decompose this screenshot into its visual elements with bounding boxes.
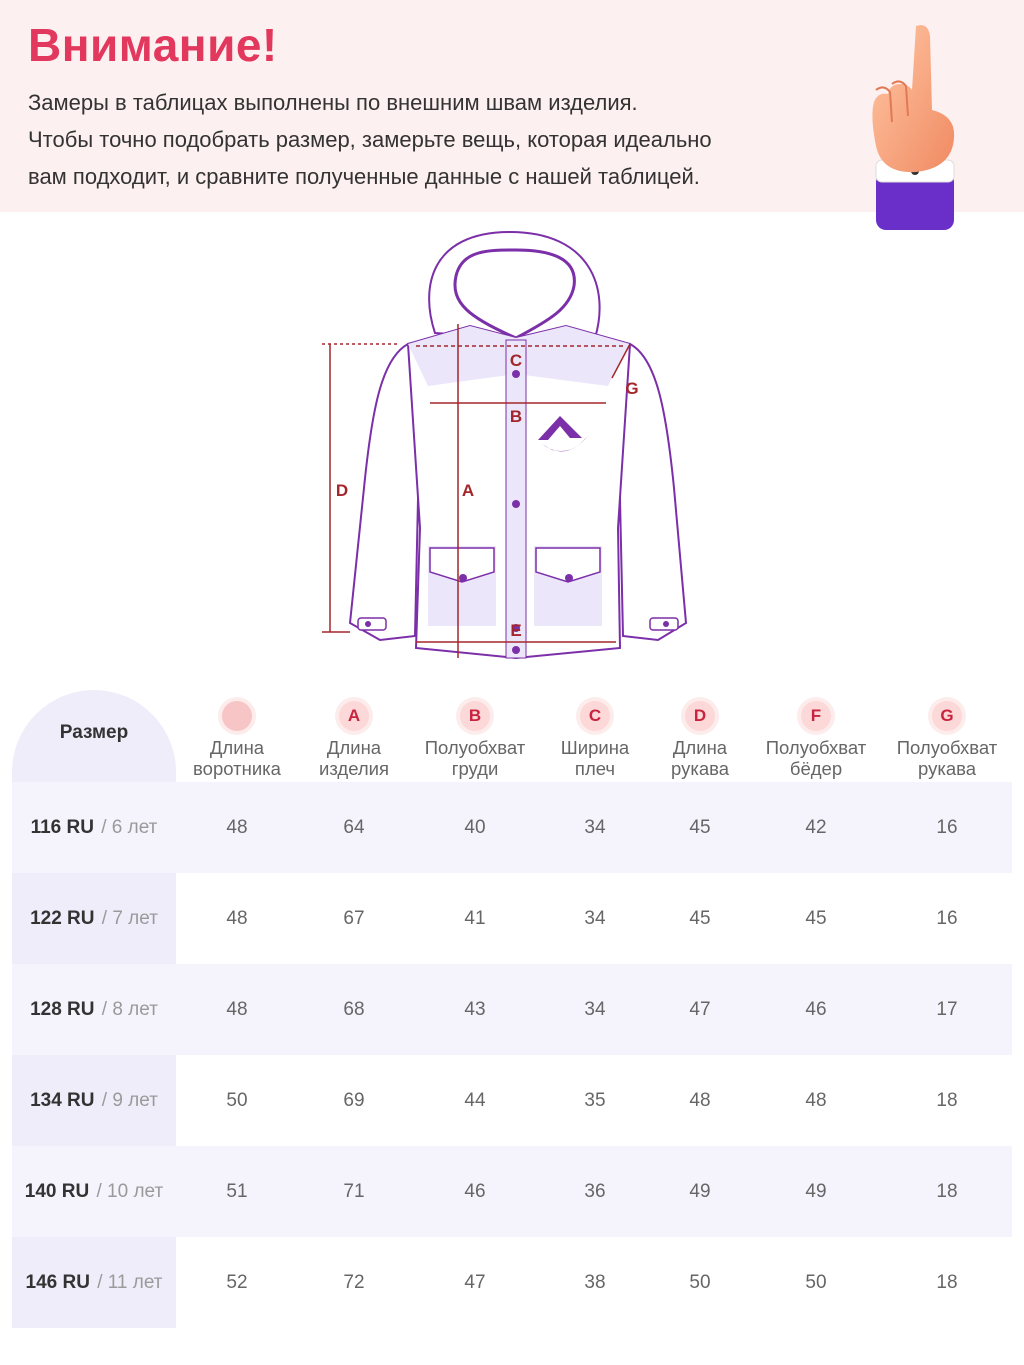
size-cell <box>12 782 176 873</box>
column-badge: D <box>685 701 715 731</box>
size-cell <box>12 873 176 964</box>
table-cell: 50 <box>226 1089 248 1111</box>
table-cell: 36 <box>584 1180 606 1202</box>
table-cell: 71 <box>343 1180 365 1202</box>
table-cell: 16 <box>936 816 958 838</box>
column-badge: F <box>801 701 831 731</box>
table-cell: 18 <box>936 1180 958 1202</box>
size-age: / 8 лет <box>101 998 158 1020</box>
table-cell: 45 <box>805 907 827 929</box>
notice-line: вам подходит, и сравните полученные данные с нашей таблицей. <box>28 164 700 189</box>
table-cell: 41 <box>464 907 486 929</box>
column-label-line: рукава <box>917 758 977 779</box>
size-value: 140 RU <box>24 1180 90 1202</box>
column-badge: C <box>580 701 610 731</box>
column-header <box>405 698 545 779</box>
column-label-line: воротника <box>193 758 281 779</box>
table-row <box>12 1146 1012 1237</box>
column-label-line: груди <box>451 758 499 779</box>
size-cell <box>12 964 176 1055</box>
notice-line: Замеры в таблицах выполнены по внешним швам изделия. <box>28 90 638 115</box>
notice-banner <box>0 0 1024 212</box>
column-label-line: Длина <box>326 737 382 758</box>
column-badge: A <box>339 701 369 731</box>
table-cell: 48 <box>226 907 248 929</box>
column-label-line: рукава <box>670 758 730 779</box>
size-value: 116 RU <box>30 816 94 838</box>
table-cell: 46 <box>805 998 827 1020</box>
column-label-line: бёдер <box>789 758 843 779</box>
table-cell: 34 <box>584 816 606 838</box>
table-cell: 45 <box>689 816 711 838</box>
table-row <box>12 1237 1012 1328</box>
table-cell: 43 <box>464 998 486 1020</box>
table-cell: 34 <box>584 907 606 929</box>
notice-text <box>28 84 828 195</box>
table-cell: 48 <box>805 1089 827 1111</box>
table-row <box>12 782 1012 873</box>
table-cell: 50 <box>689 1271 711 1293</box>
table-cell: 34 <box>584 998 606 1020</box>
size-value: 134 RU <box>30 1089 95 1111</box>
table-row <box>12 964 1012 1055</box>
table-cell: 68 <box>343 998 365 1020</box>
column-label-line: изделия <box>318 758 390 779</box>
measure-label-b: B <box>509 407 523 426</box>
size-age: / 7 лет <box>101 907 158 929</box>
table-cell: 47 <box>689 998 711 1020</box>
table-cell: 50 <box>805 1271 827 1293</box>
table-cell: 64 <box>343 816 365 838</box>
table-cell: 16 <box>936 907 958 929</box>
column-label-line: Полуобхват <box>896 737 998 758</box>
size-cell <box>12 1146 176 1237</box>
column-label-line: Длина <box>209 737 265 758</box>
size-cell <box>12 1055 176 1146</box>
column-header <box>746 698 886 779</box>
table-cell: 48 <box>226 998 248 1020</box>
notice-title: Внимание! <box>28 19 278 71</box>
size-value: 146 RU <box>25 1271 90 1293</box>
measure-label-a: A <box>461 481 475 500</box>
table-cell: 38 <box>584 1271 606 1293</box>
column-badge: B <box>460 701 490 731</box>
column-label-line: Ширина <box>560 737 630 758</box>
size-age: / 9 лет <box>101 1089 158 1111</box>
size-value: 122 RU <box>30 907 95 929</box>
table-cell: 18 <box>936 1089 958 1111</box>
size-value: 128 RU <box>30 998 95 1020</box>
table-cell: 45 <box>689 907 711 929</box>
column-label-line: Полуобхват <box>765 737 867 758</box>
column-label-line: Полуобхват <box>424 737 526 758</box>
column-header <box>284 698 424 779</box>
pointing-hand-icon <box>862 18 972 234</box>
measure-label-e: E <box>510 621 522 640</box>
table-cell: 48 <box>689 1089 711 1111</box>
table-cell: 52 <box>226 1271 248 1293</box>
measure-label-d: D <box>335 481 349 500</box>
table-cell: 47 <box>464 1271 486 1293</box>
column-header <box>877 698 1017 779</box>
size-cell <box>12 1237 176 1328</box>
table-cell: 49 <box>689 1180 711 1202</box>
size-age: / 6 лет <box>101 816 158 838</box>
notice-line: Чтобы точно подобрать размер, замерьте вещь, которая идеально <box>28 127 712 152</box>
table-cell: 40 <box>464 816 486 838</box>
measure-label-g: G <box>625 379 639 398</box>
size-age: / 10 лет <box>96 1180 164 1202</box>
size-header: Размер <box>59 722 129 743</box>
table-cell: 72 <box>343 1271 365 1293</box>
table-row <box>12 873 1012 964</box>
table-cell: 51 <box>226 1180 248 1202</box>
jacket-diagram <box>320 228 700 668</box>
table-cell: 69 <box>343 1089 365 1111</box>
table-cell: 42 <box>805 816 827 838</box>
table-cell: 35 <box>584 1089 606 1111</box>
column-label-line: Длина <box>672 737 728 758</box>
column-label-line: плеч <box>574 758 616 779</box>
table-cell: 67 <box>343 907 365 929</box>
table-cell: 49 <box>805 1180 827 1202</box>
table-row <box>12 1055 1012 1146</box>
column-badge <box>222 701 252 731</box>
table-cell: 44 <box>464 1089 486 1111</box>
measure-label-c: C <box>509 351 523 370</box>
table-cell: 46 <box>464 1180 486 1202</box>
table-cell: 48 <box>226 816 248 838</box>
table-cell: 17 <box>936 998 958 1020</box>
size-age: / 11 лет <box>97 1271 163 1293</box>
table-cell: 18 <box>936 1271 958 1293</box>
column-badge: G <box>932 701 962 731</box>
